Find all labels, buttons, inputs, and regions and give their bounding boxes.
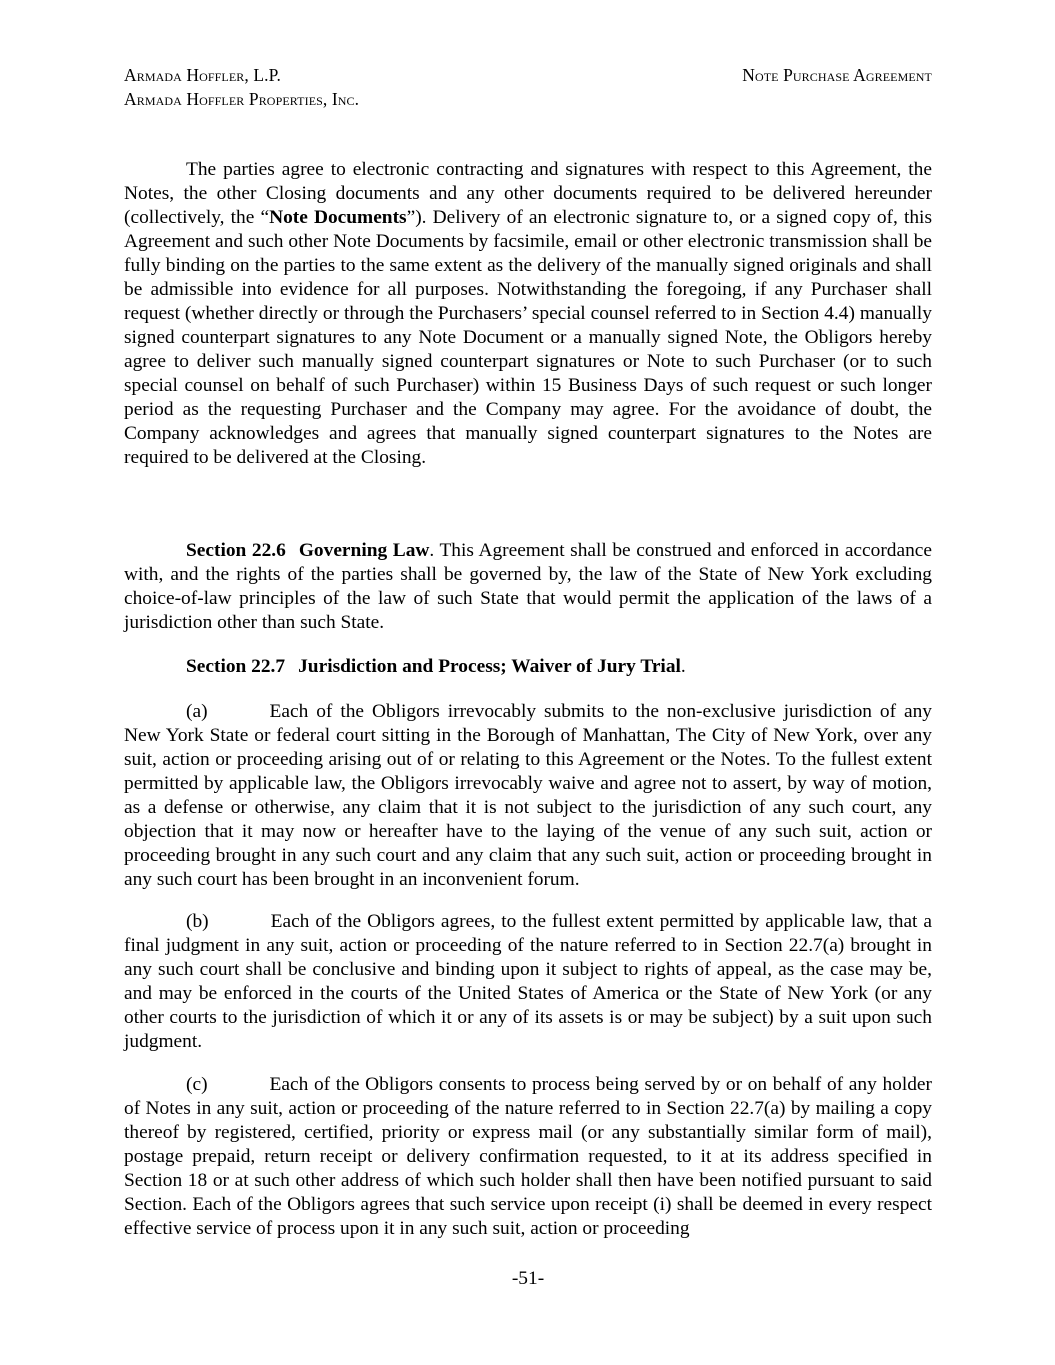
header-right: [742, 63, 932, 87]
section-22-7-title: Jurisdiction and Process; Waiver of Jury Trial: [298, 656, 681, 677]
clause-b: [124, 910, 932, 1054]
header-document-title: Note Purchase Agreement: [742, 65, 932, 85]
header-left: [124, 63, 359, 111]
page-number: -51-: [511, 1268, 545, 1289]
clause-c-text: Each of the Obligors consents to process being served by or on behalf of any holder of Notes in any suit, action or proceeding of the nature referred to in Section 22.7(a) by mailing a copy thereof by registered, certified, priority or express mail (or any substantially similar form of mail), postage prepaid, return receipt or delivery confirmation requested, to it at its address specified in Section 18 or at such other address of which such holder shall then have been notified pursuant to said Section. Each of the Obligors agrees that such service upon receipt (i) shall be deemed in every respect effective service of process upon it in any such suit, action or proceeding: [124, 1074, 932, 1239]
section-22-7-number: Section 22.7: [186, 656, 286, 677]
header-company-lp: Armada Hoffler, L.P.: [124, 65, 281, 85]
clause-b-label: (b): [186, 911, 209, 932]
paragraph-electronic-signatures: [124, 158, 932, 470]
document-page: [124, 0, 932, 1365]
section-22-6-title: Governing Law: [298, 540, 430, 561]
p1-defined-term: Note Documents: [269, 207, 407, 228]
p1-text-b: ”). Delivery of an electronic signature to, or a signed copy of, this Agreement and such other Note Documents by facsimile, email or other electronic transmission shall be fully binding on the parties to the same extent as the delivery of the manually signed originals and shall be admissible into evidence for all purposes. Notwithstanding the foregoing, if any Purchaser shall request (whether directly or through the Purchasers’ special counsel referred to in Section 4.4) manually signed counterpart signatures to any Note Document or a manually signed Note, the Obligors hereby agree to deliver such manually signed counterpart signatures or Note to such Purchaser (or to such special counsel on behalf of such Purchaser) within 15 Business Days of such request or such longer period as the requesting Purchaser and the Company may agree. For the avoidance of doubt, the Company acknowledges and agrees that manually signed counterpart signatures to the Notes are required to be delivered at the Closing.: [124, 207, 932, 468]
section-22-6: [124, 539, 932, 635]
section-22-6-number: Section 22.6: [186, 540, 286, 561]
clause-a: [124, 700, 932, 892]
p1-text-a: The parties agree to electronic contracting and signatures with respect to this Agreement, the Notes, the other Closing documents and any other documents required to be delivered hereunder (collectively, the “: [124, 159, 932, 228]
section-22-7-period: .: [680, 656, 686, 677]
clause-a-text: Each of the Obligors irrevocably submits to the non-exclusive jurisdiction of any New York State or federal court sitting in the Borough of Manhattan, The City of New York, over any suit, action or proceeding arising out of or relating to this Agreement or the Notes. To the fullest extent permitted by applicable law, the Obligors irrevocably waive and agree not to assert, by way of motion, as a defense or otherwise, any claim that it is not subject to the jurisdiction of any such court, any objection that it may now or hereafter have to the laying of the venue of any such suit, action or proceeding brought in any such court and any claim that any such suit, action or proceeding brought in any such court has been brought in an inconvenient forum.: [124, 701, 932, 890]
section-22-6-text: . This Agreement shall be construed and enforced in accordance with, and the rights of the parties shall be governed by, the law of the State of New York excluding choice-of-law principles of the law of such State that would permit the application of the laws of a jurisdiction other than such State.: [124, 540, 932, 633]
clause-c: [124, 1073, 932, 1241]
clause-c-label: (c): [186, 1074, 208, 1095]
clause-a-label: (a): [186, 701, 208, 722]
section-22-7-heading: [124, 655, 932, 679]
header-company-inc: Armada Hoffler Properties, Inc.: [124, 89, 360, 109]
clause-b-text: Each of the Obligors agrees, to the fullest extent permitted by applicable law, that a final judgment in any suit, action or proceeding of the nature referred to in Section 22.7(a) brought in any such court shall be conclusive and binding upon it subject to rights of appeal, as the case may be, and may be enforced in the courts of the United States of America or the State of New York (or any other courts to the jurisdiction of which it or any of its assets is or may be subject) by a suit upon such judgment.: [124, 911, 932, 1052]
